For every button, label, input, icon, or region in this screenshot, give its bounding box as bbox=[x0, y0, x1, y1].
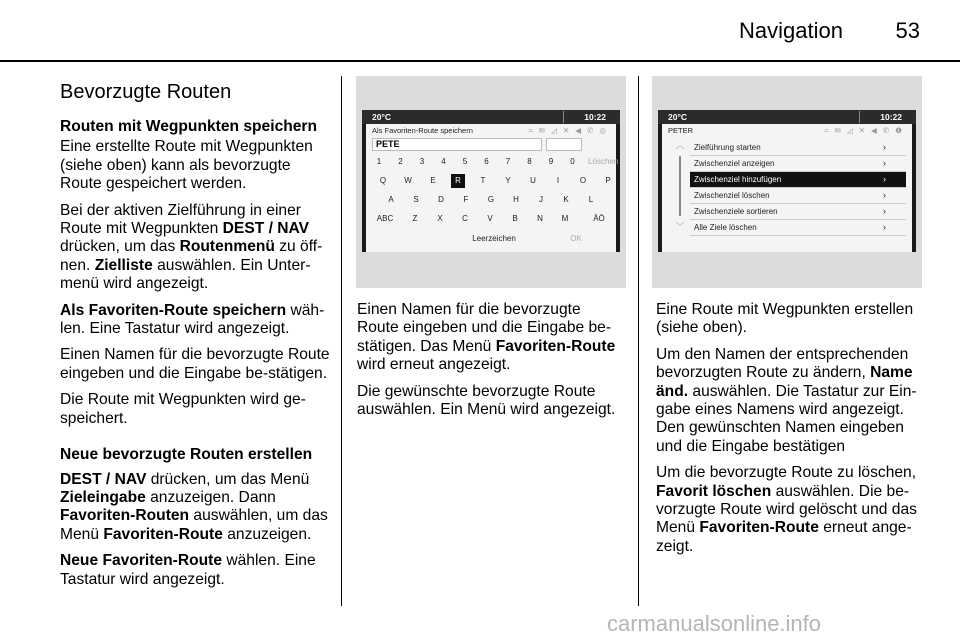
route-menu-screenshot bbox=[652, 76, 922, 288]
clock-readout: 10:22 bbox=[880, 112, 902, 122]
key-a[interactable]: A bbox=[388, 195, 394, 204]
screen-title: Als Favoriten-Route speichern bbox=[372, 126, 473, 135]
key-7[interactable]: 7 bbox=[505, 157, 511, 166]
abc-key[interactable]: ABC bbox=[376, 214, 394, 223]
subheading-new-routes: Neue bevorzugte Routen erstellen bbox=[60, 446, 313, 464]
status-separator bbox=[859, 111, 860, 123]
key-p[interactable]: P bbox=[605, 176, 611, 185]
scrollbar[interactable] bbox=[674, 140, 686, 232]
paragraph: DEST / NAV drücken, um das Menü Zieleingabe anzuzeigen. Dann Favoriten-Routen auswählen, um das Menü Favoriten-Route anzuzeigen. bbox=[60, 470, 328, 543]
key-y[interactable]: Y bbox=[505, 176, 511, 185]
status-bar bbox=[362, 110, 620, 124]
scroll-thumb[interactable] bbox=[679, 156, 681, 216]
key-c[interactable]: C bbox=[462, 214, 468, 223]
key-v[interactable]: V bbox=[487, 214, 493, 223]
key-w[interactable]: W bbox=[404, 176, 412, 185]
menu-item[interactable] bbox=[690, 140, 906, 156]
ok-key[interactable]: OK bbox=[570, 234, 582, 243]
key-m[interactable]: M bbox=[561, 214, 569, 223]
menu-item-label: Zwischenziel hinzufügen bbox=[694, 175, 782, 184]
key-b[interactable]: B bbox=[512, 214, 518, 223]
key-d[interactable]: D bbox=[438, 195, 444, 204]
key-row-2 bbox=[366, 193, 616, 207]
display-screen bbox=[658, 110, 916, 252]
menu-panel bbox=[662, 124, 912, 252]
chevron-right-icon: › bbox=[883, 158, 886, 168]
menu-item-label: Alle Ziele löschen bbox=[694, 223, 757, 232]
paragraph: Um die bevorzugte Route zu löschen, Favorit löschen auswählen. Die be-vorzugte Route wird gelöscht und das Menü Favoriten-Route erneut ange-zeigt. bbox=[656, 464, 917, 555]
paragraph: Neue Favoriten-Route wählen. Eine Tastatur wird angezeigt. bbox=[60, 552, 316, 588]
umlaut-key[interactable]: ÄÖ bbox=[593, 214, 605, 223]
key-t[interactable]: T bbox=[480, 176, 486, 185]
key-row-4 bbox=[366, 232, 616, 246]
menu-item-label: Zwischenziel anzeigen bbox=[694, 159, 775, 168]
temperature-readout: 20°C bbox=[372, 112, 391, 122]
paragraph: Um den Namen der entsprechenden bevorzugten Route zu ändern, Name änd. auswählen. Die Tastatur zur Ein-gabe eines Namens wird angezeigt. Den gewünschten Namen eingeben und die Eingabe bestätigen bbox=[656, 345, 917, 455]
paragraph: Einen Namen für die bevorzugte Route eingeben und die Eingabe be-stätigen. bbox=[60, 346, 330, 382]
key-g[interactable]: G bbox=[487, 195, 495, 204]
key-x[interactable]: X bbox=[437, 214, 443, 223]
chevron-right-icon: › bbox=[883, 190, 886, 200]
column-2 bbox=[357, 301, 625, 427]
key-h[interactable]: H bbox=[513, 195, 519, 204]
chevron-right-icon: › bbox=[883, 222, 886, 232]
key-q[interactable]: Q bbox=[379, 176, 387, 185]
key-5[interactable]: 5 bbox=[462, 157, 468, 166]
key-r[interactable]: R bbox=[451, 174, 465, 188]
digit-row bbox=[366, 155, 619, 169]
status-separator bbox=[563, 111, 564, 123]
menu-item-label: Zwischenziel löschen bbox=[694, 191, 770, 200]
secondary-field bbox=[546, 138, 582, 151]
scroll-up-icon[interactable]: ︿ bbox=[676, 141, 684, 150]
key-6[interactable]: 6 bbox=[484, 157, 489, 166]
menu-item[interactable] bbox=[690, 156, 906, 172]
subheading-save-routes: Routen mit Wegpunkten speichern bbox=[60, 118, 318, 135]
key-8[interactable]: 8 bbox=[527, 157, 532, 166]
key-j[interactable]: J bbox=[539, 195, 543, 204]
key-i[interactable]: I bbox=[556, 176, 560, 185]
key-u[interactable]: U bbox=[530, 176, 536, 185]
key-row-3 bbox=[366, 212, 616, 226]
column-divider-1 bbox=[341, 76, 342, 606]
key-f[interactable]: F bbox=[463, 195, 469, 204]
menu-item[interactable] bbox=[690, 172, 906, 188]
chevron-right-icon: › bbox=[883, 206, 886, 216]
name-input[interactable]: PETE bbox=[372, 138, 542, 151]
key-n[interactable]: N bbox=[537, 214, 543, 223]
menu-item-label: Zwischenziele sortieren bbox=[694, 207, 778, 216]
keyboard-panel bbox=[366, 124, 619, 252]
column-3 bbox=[656, 301, 924, 564]
scroll-down-icon[interactable]: ﹀ bbox=[676, 222, 684, 231]
section-heading: Bevorzugte Routen bbox=[60, 81, 232, 103]
status-icons: ≈ ✉ ◿ ✕ ◀ ✆ ◎ bbox=[528, 126, 608, 135]
temperature-readout: 20°C bbox=[668, 112, 687, 122]
keyboard-screenshot bbox=[356, 76, 626, 288]
chevron-right-icon: › bbox=[883, 142, 886, 152]
clock-readout: 10:22 bbox=[584, 112, 606, 122]
status-bar bbox=[658, 110, 916, 124]
paragraph: Die gewünschte bevorzugte Route auswählen. Ein Menü wird angezeigt. bbox=[357, 382, 616, 419]
space-key[interactable]: Leerzeichen bbox=[472, 234, 516, 243]
key-z[interactable]: Z bbox=[412, 214, 418, 223]
key-2[interactable]: 2 bbox=[398, 157, 403, 166]
delete-key[interactable]: Löschen bbox=[588, 157, 619, 166]
route-name-title: PETER bbox=[668, 126, 694, 135]
paragraph: Eine erstellte Route mit Wegpunkten (siehe oben) kann als bevorzugte Route gespeichert werden. bbox=[60, 138, 313, 193]
menu-item[interactable] bbox=[690, 204, 906, 220]
header-rule bbox=[0, 60, 960, 62]
paragraph: Als Favoriten-Route speichern wäh-len. Eine Tastatur wird angezeigt. bbox=[60, 301, 325, 338]
paragraph: Die Route mit Wegpunkten wird ge-speichert. bbox=[60, 391, 306, 427]
status-icons: ≈ ✉ ◿ ✕ ◀ ✆ ❶ bbox=[824, 126, 904, 135]
key-row-1 bbox=[366, 174, 616, 188]
running-header-title: Navigation bbox=[739, 18, 843, 43]
menu-item-label: Zielführung starten bbox=[694, 143, 761, 152]
route-menu bbox=[690, 140, 906, 236]
chevron-right-icon: › bbox=[883, 174, 886, 184]
key-4[interactable]: 4 bbox=[441, 157, 446, 166]
paragraph: Bei der aktiven Zielführung in einer Route mit Wegpunkten DEST / NAV drücken, um das Routenmenü zu öff-nen. Zielliste auswählen. Ein Unter-menü wird angezeigt. bbox=[60, 201, 323, 293]
key-o[interactable]: O bbox=[579, 176, 587, 185]
column-1 bbox=[60, 80, 330, 597]
paragraph: Eine Route mit Wegpunkten erstellen (siehe oben). bbox=[656, 301, 914, 337]
display-screen bbox=[362, 110, 620, 252]
key-9[interactable]: 9 bbox=[548, 157, 554, 166]
key-s[interactable]: S bbox=[413, 195, 419, 204]
key-e[interactable]: E bbox=[430, 176, 436, 185]
page-number: 53 bbox=[895, 18, 920, 43]
menu-item[interactable] bbox=[690, 188, 906, 204]
paragraph: Einen Namen für die bevorzugte Route eingeben und die Eingabe be-stätigen. Das Menü Favoriten-Route wird erneut angezeigt. bbox=[357, 301, 616, 374]
watermark-footer: carmanualsonline.info bbox=[607, 611, 822, 636]
key-l[interactable]: L bbox=[588, 195, 594, 204]
menu-item[interactable] bbox=[690, 220, 906, 236]
key-3[interactable]: 3 bbox=[419, 157, 425, 166]
key-1[interactable]: 1 bbox=[376, 157, 382, 166]
key-0[interactable]: 0 bbox=[570, 157, 575, 166]
key-k[interactable]: K bbox=[563, 195, 569, 204]
column-divider-2 bbox=[638, 76, 639, 606]
